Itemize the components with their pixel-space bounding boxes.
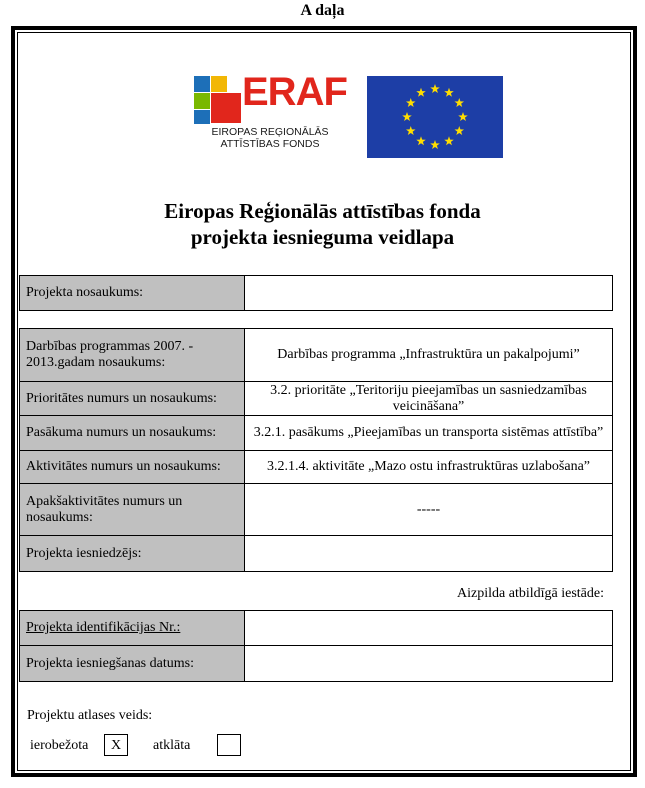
eraf-wordmark: ERAF — [242, 70, 347, 114]
project-name-table — [19, 275, 613, 311]
eu-star-icon — [406, 98, 416, 107]
restricted-label: ierobežota — [30, 738, 89, 753]
agency-value[interactable] — [245, 646, 613, 682]
eraf-emblem-icon — [194, 76, 244, 128]
eu-star-icon — [444, 88, 454, 97]
detail-value[interactable]: ----- — [245, 484, 613, 536]
table-row — [20, 382, 613, 416]
eu-star-icon — [454, 126, 464, 135]
restricted-checkbox[interactable]: X — [104, 734, 128, 756]
eu-star-icon — [430, 140, 440, 149]
table-row — [20, 451, 613, 484]
agency-value[interactable] — [245, 611, 613, 646]
detail-value[interactable]: 3.2.1. pasākums „Pieejamības un transporta sistēmas attīstība” — [245, 416, 613, 451]
detail-value[interactable]: 3.2. prioritāte „Teritoriju pieejamības un sasniedzamības veicināšana” — [245, 382, 613, 416]
table-row — [20, 416, 613, 451]
eu-star-icon — [430, 84, 440, 93]
detail-label: Aktivitātes numurs un nosaukums: — [20, 451, 245, 484]
project-name-label: Projekta nosaukums: — [20, 276, 245, 311]
table-row — [20, 329, 613, 382]
table-row — [20, 646, 613, 682]
eu-flag-icon — [367, 76, 503, 158]
table-row — [20, 276, 613, 311]
agency-table — [19, 610, 613, 682]
detail-label: Pasākuma numurs un nosaukums: — [20, 416, 245, 451]
open-checkbox[interactable] — [217, 734, 241, 756]
eu-star-icon — [406, 126, 416, 135]
eraf-logo — [192, 72, 348, 160]
detail-label: Projekta iesniedzējs: — [20, 536, 245, 572]
agency-label: Projekta identifikācijas Nr.: — [20, 611, 245, 646]
eu-star-icon — [458, 112, 468, 121]
eu-star-icon — [416, 88, 426, 97]
eu-star-icon — [454, 98, 464, 107]
eraf-subtitle: EIROPAS REĢIONĀLĀS ATTĪSTĪBAS FONDS — [211, 126, 329, 150]
table-row — [20, 536, 613, 572]
detail-label: Prioritātes numurs un nosaukums: — [20, 382, 245, 416]
eu-star-icon — [444, 136, 454, 145]
detail-value[interactable] — [245, 536, 613, 572]
open-label: atklāta — [153, 738, 191, 753]
detail-value[interactable]: Darbības programma „Infrastruktūra un pakalpojumi” — [245, 329, 613, 382]
program-details-table — [19, 328, 613, 572]
title-line-1: Eiropas Reģionālās attīstības fonda — [164, 199, 481, 223]
eu-star-icon — [416, 136, 426, 145]
title-line-2: projekta iesnieguma veidlapa — [190, 225, 455, 249]
form-title — [0, 198, 645, 250]
detail-value[interactable]: 3.2.1.4. aktivitāte „Mazo ostu infrastruktūras uzlabošana” — [245, 451, 613, 484]
selection-title: Projektu atlases veids: — [27, 708, 153, 723]
project-name-field[interactable] — [245, 276, 613, 311]
part-label: A daļa — [300, 2, 345, 19]
eu-star-icon — [402, 112, 412, 121]
fill-note: Aizpilda atbildīgā iestāde: — [457, 586, 604, 601]
agency-label: Projekta iesniegšanas datums: — [20, 646, 245, 682]
table-row — [20, 484, 613, 536]
detail-label: Apakšaktivitātes numurs un nosaukums: — [20, 484, 245, 536]
table-row — [20, 611, 613, 646]
detail-label: Darbības programmas 2007. - 2013.gadam nosaukums: — [20, 329, 245, 382]
